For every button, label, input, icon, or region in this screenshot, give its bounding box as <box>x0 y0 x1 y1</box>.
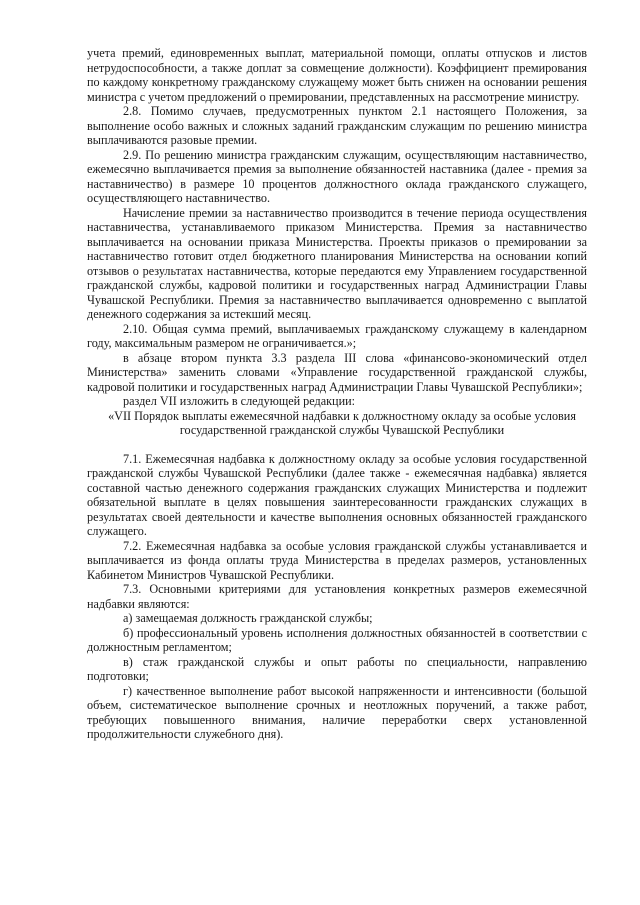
criterion-c: в) стаж гражданской службы и опыт работы по специальности, направлению подготовки; <box>87 654 587 683</box>
paragraph-amend-3-3: в абзаце втором пункта 3.3 раздела III слова «финансово-экономический отдел Министерства» заменить словами «Управление государственной гражданской службы, кадровой политики и государственных наград Администрации Главы Чувашской Республики»; <box>87 350 587 394</box>
criterion-a: а) замещаемая должность гражданской службы; <box>123 611 373 625</box>
criterion-d: г) качественное выполнение работ высокой напряженности и интенсивности (большой объем, систематическое выполнение срочных и неотложных поручений, а также работ, требующих повышенного внимания, наличие переработки сверх установленной продолжительности служебного дня). <box>87 683 587 741</box>
paragraph-section-vii-intro: раздел VII изложить в следующей редакции: <box>123 394 356 408</box>
paragraph-7-2: 7.2. Ежемесячная надбавка за особые условия гражданской службы устанавливается и выплачивается из фонда оплаты труда Министерства в пределах размеров, установленных Кабинетом Министров Чувашской Республики. <box>87 538 587 582</box>
document-page <box>87 46 587 742</box>
paragraph-mentorship-accrual: Начисление премии за наставничество производится в течение периода осуществления наставничества, устанавливаемого приказом Министерства. Премия за наставничество выплачивается на основании приказа Министерства. Проекты приказов о премировании за наставничество готовит отдел бюджетного планирования Министерства на основании копий отзывов о результатах наставничества, которые передаются ему Управлением государственной гражданской службы, кадровой политики и государственных наград Администрации Главы Чувашской Республики. Премия за наставничество выплачивается одновременно с выплатой денежного содержания за истекший месяц. <box>87 205 587 321</box>
paragraph-continuation: учета премий, единовременных выплат, материальной помощи, оплаты отпусков и листов нетрудоспособности, а также доплат за совмещение должности). Коэффициент премирования по каждому конкретному гражданскому служащему может быть снижен на основании решения министра с учетом предложений о премировании, представленных на рассмотрение министру. <box>87 46 587 104</box>
section-vii-heading: «VII Порядок выплаты ежемесячной надбавки к должностному окладу за особые условия государственной гражданской службы Чувашской Республики <box>108 408 576 437</box>
paragraph-2-8: 2.8. Помимо случаев, предусмотренных пунктом 2.1 настоящего Положения, за выполнение особо важных и сложных заданий гражданским служащим по решению министра выплачиваются разовые премии. <box>87 104 587 147</box>
paragraph-7-1: 7.1. Ежемесячная надбавка к должностному окладу за особые условия государственной гражданской службы Чувашской Республики (далее также - ежемесячная надбавка) является составной частью денежного содержания гражданских служащих Министерства и подлежит обязательной выплате в целях повышения заинтересованности гражданских служащих в результатах своей деятельности и качестве выполнения основных обязанностей гражданского служащего. <box>87 451 587 538</box>
paragraph-7-3: 7.3. Основными критериями для установления конкретных размеров ежемесячной надбавки являются: <box>87 582 587 611</box>
criterion-b: б) профессиональный уровень исполнения должностных обязанностей в соответствии с должностным регламентом; <box>87 625 587 654</box>
paragraph-2-9: 2.9. По решению министра гражданским служащим, осуществляющим наставничество, ежемесячно выплачивается премия за выполнение обязанностей наставника (далее - премия за наставничество) в размере 10 процентов должностного оклада гражданского служащего, осуществляющего наставничество. <box>87 147 587 205</box>
paragraph-2-10: 2.10. Общая сумма премий, выплачиваемых гражданскому служащему в календарном году, максимальным размером не ограничивается.»; <box>87 321 587 350</box>
